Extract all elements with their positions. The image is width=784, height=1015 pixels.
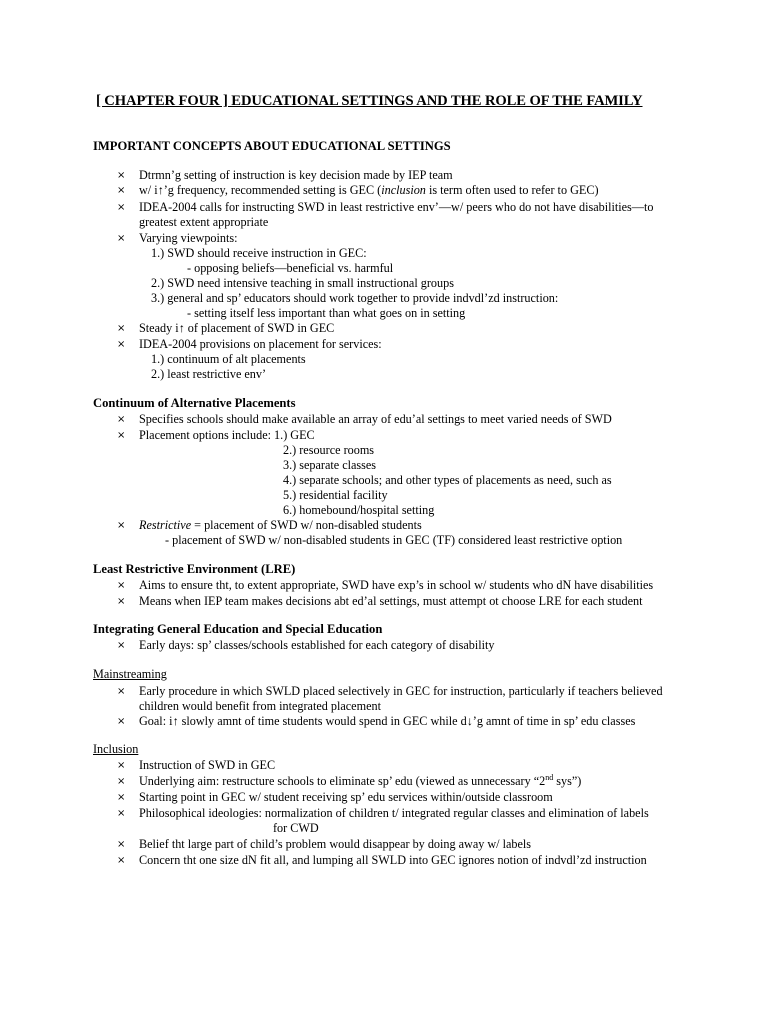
list-item: Belief tht large part of child’s problem would disappear by doing away w/ labels xyxy=(139,837,532,851)
list-item: Starting point in GEC w/ student receiving sp’ edu services within/outside classroom xyxy=(139,790,553,804)
bullet-icon: × xyxy=(117,855,126,866)
bullet-icon: × xyxy=(117,170,126,181)
bullet-icon: × xyxy=(117,185,126,196)
list-item: Means when IEP team makes decisions abt ed’al settings, must attempt ot choose LRE for each student xyxy=(139,594,643,608)
list-item: Concern tht one size dN fit all, and lumping all SWLD into GEC ignores notion of indvdl’zd instruction xyxy=(139,853,647,867)
list-item xyxy=(139,518,422,533)
bullet-icon: × xyxy=(117,839,126,850)
list-item-text: = placement of SWD w/ non-disabled students xyxy=(191,518,422,532)
list-item: Steady i↑ of placement of SWD in GEC xyxy=(139,321,335,335)
list-item xyxy=(139,183,599,198)
subheading-inclusion: Inclusion xyxy=(93,742,139,756)
list-item-text: w/ i↑’g frequency, recommended setting is GEC ( xyxy=(139,183,382,197)
bullet-icon: × xyxy=(117,520,126,531)
placement-option: 5.) residential facility xyxy=(283,488,388,502)
bullet-icon: × xyxy=(117,760,126,771)
list-item: Goal: i↑ slowly amnt of time students would spend in GEC while d↓’g amnt of time in sp’ edu classes xyxy=(139,714,636,728)
sub-sub-list-item: - opposing beliefs—beneficial vs. harmful xyxy=(187,261,394,275)
bullet-icon: × xyxy=(117,808,126,819)
section-heading-integrating: Integrating General Education and Special Education xyxy=(93,622,383,636)
list-item-emphasis: inclusion xyxy=(381,183,426,197)
section-heading-important-concepts: IMPORTANT CONCEPTS ABOUT EDUCATIONAL SETTINGS xyxy=(93,139,451,153)
list-item: Early procedure in which SWLD placed selectively in GEC for instruction, particularly if teachers believed children would benefit from integrated placement xyxy=(139,684,663,713)
sub-sub-list-item: - setting itself less important than what goes on in setting xyxy=(187,306,466,320)
list-item: Philosophical ideologies: normalization of children t/ integrated regular classes and elimination of labels xyxy=(139,806,649,820)
bullet-icon: × xyxy=(117,776,126,787)
chapter-title: [ CHAPTER FOUR ] EDUCATIONAL SETTINGS AND THE ROLE OF THE FAMILY xyxy=(96,93,643,109)
list-item-text: is term often used to refer to GEC) xyxy=(425,183,599,197)
bullet-icon: × xyxy=(117,792,126,803)
list-item: Instruction of SWD in GEC xyxy=(139,758,276,772)
placement-option: 6.) homebound/hospital setting xyxy=(283,503,435,517)
list-item-emphasis: Restrictive xyxy=(139,518,192,532)
bullet-icon: × xyxy=(117,414,126,425)
sub-list-item: - placement of SWD w/ non-disabled students in GEC (TF) considered least restrictive option xyxy=(165,533,623,547)
list-item: Placement options include: 1.) GEC xyxy=(139,428,315,442)
list-item-text: sys”) xyxy=(553,774,582,788)
list-item: IDEA-2004 provisions on placement for services: xyxy=(139,337,382,351)
list-item: Early days: sp’ classes/schools established for each category of disability xyxy=(139,638,495,652)
section-heading-lre: Least Restrictive Environment (LRE) xyxy=(93,562,296,576)
list-item xyxy=(139,774,581,789)
sub-list-item: 2.) SWD need intensive teaching in small instructional groups xyxy=(151,276,454,290)
list-item: IDEA-2004 calls for instructing SWD in least restrictive env’—w/ peers who do not have disabilities—to greatest extent appropriate xyxy=(139,200,654,229)
superscript: nd xyxy=(545,772,554,782)
list-item: Dtrmn’g setting of instruction is key decision made by IEP team xyxy=(139,168,453,182)
list-item: Specifies schools should make available an array of edu’al settings to meet varied needs of SWD xyxy=(139,412,612,426)
placement-option: 4.) separate schools; and other types of placements as need, such as xyxy=(283,473,612,487)
section-heading-continuum: Continuum of Alternative Placements xyxy=(93,396,296,410)
list-item-continuation: for CWD xyxy=(273,821,319,835)
bullet-icon: × xyxy=(117,202,126,213)
subheading-mainstreaming: Mainstreaming xyxy=(93,667,167,681)
sub-list-item: 3.) general and sp’ educators should work together to provide indvdl’zd instruction: xyxy=(151,291,559,305)
placement-option: 2.) resource rooms xyxy=(283,443,375,457)
bullet-icon: × xyxy=(117,580,126,591)
bullet-icon: × xyxy=(117,339,126,350)
list-item-text: Underlying aim: restructure schools to eliminate sp’ edu (viewed as unnecessary “2 xyxy=(139,774,546,788)
bullet-icon: × xyxy=(117,686,126,697)
placement-option: 3.) separate classes xyxy=(283,458,377,472)
sub-list-item: 1.) SWD should receive instruction in GEC: xyxy=(151,246,367,260)
bullet-icon: × xyxy=(117,596,126,607)
bullet-icon: × xyxy=(117,640,126,651)
sub-list-item: 1.) continuum of alt placements xyxy=(151,352,306,366)
bullet-icon: × xyxy=(117,716,126,727)
list-item: Varying viewpoints: xyxy=(139,231,238,245)
sub-list-item: 2.) least restrictive env’ xyxy=(151,367,267,381)
bullet-icon: × xyxy=(117,430,126,441)
bullet-icon: × xyxy=(117,323,126,334)
list-item: Aims to ensure tht, to extent appropriate, SWD have exp’s in school w/ students who dN have disabilities xyxy=(139,578,654,592)
bullet-icon: × xyxy=(117,233,126,244)
